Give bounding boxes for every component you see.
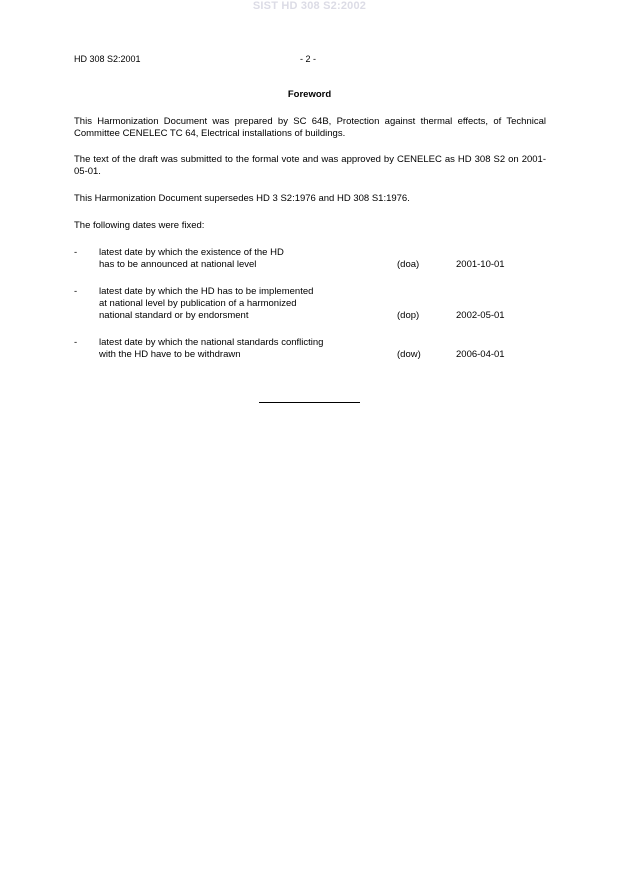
foreword-title: Foreword: [287, 89, 332, 100]
date-item-dow: [74, 337, 554, 361]
date-item-code: (doa): [397, 259, 420, 270]
paragraph-approval: The text of the draft was submitted to the formal vote and was approved by CENELEC as HD 308 S2 on 2001-05-01.: [74, 154, 546, 177]
list-dash: -: [74, 247, 78, 258]
date-item-dop: [74, 286, 554, 322]
paragraph-prepared-by: This Harmonization Document was prepared by SC 64B, Protection against thermal effects, of Technical Committee CENELEC TC 64, Electrical installations of buildings.: [74, 116, 546, 139]
date-item-date: 2002-05-01: [456, 310, 505, 321]
date-item-code: (dow): [397, 349, 421, 360]
date-item-text: latest date by which the HD has to be implemented at national level by publication of a harmonized national standard or by endorsment: [99, 286, 314, 321]
date-item-date: 2006-04-01: [456, 349, 505, 360]
paragraph-supersedes: This Harmonization Document supersedes HD 3 S2:1976 and HD 308 S1:1976.: [74, 193, 410, 204]
date-item-code: (dop): [397, 310, 420, 321]
end-rule: [259, 402, 360, 403]
document-id: HD 308 S2:2001: [74, 54, 141, 64]
date-item-text: latest date by which the existence of the HD has to be announced at national level: [99, 247, 284, 270]
page-number: - 2 -: [300, 54, 317, 64]
date-item-text: latest date by which the national standards conflicting with the HD have to be withdrawn: [99, 337, 324, 360]
list-dash: -: [74, 286, 78, 297]
date-item-doa: [74, 247, 554, 271]
list-dash: -: [74, 337, 78, 348]
watermark: SIST HD 308 S2:2002: [252, 0, 367, 12]
date-item-date: 2001-10-01: [456, 259, 505, 270]
paragraph-dates-intro: The following dates were fixed:: [74, 220, 205, 231]
